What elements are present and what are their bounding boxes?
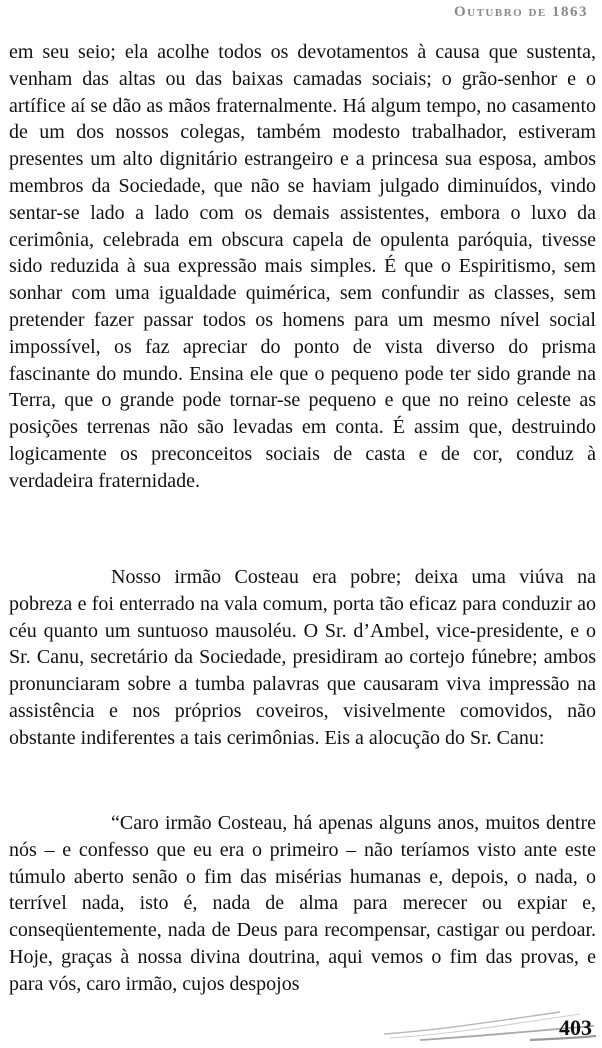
page-number: 403 [559,1015,592,1040]
paragraph-text: “Caro irmão Costeau, há apenas alguns anos, muitos dentre nós – e confesso que eu era o primeiro – não teríamos visto ante este túmulo aberto senão o fim das misérias humanas e, depois, o nada, o terrível nada, isto é, nada de alma para merecer ou expiar e, conseqüentemente, nada de Deus para recompensar, castigar ou perdoar. Hoje, graças à nossa divina doutrina, aqui vemos o fim das provas, e para vós, caro irmão, cujos despojos [9,812,596,995]
paragraph-text: em seu seio; ela acolhe todos os devotamentos à causa que sustenta, venham das altas ou das baixas camadas sociais; o grão-senhor e o artífice aí se dão as mãos fraternalmente. Há algum tempo, no casamento de um dos nossos colegas, também modesto trabalhador, estiveram presentes um alto dignitário estrangeiro e a princesa sua esposa, ambos membros da Sociedade, que não se haviam julgado diminuídos, vindo sentar-se lado a lado com os demais assistentes, embora o luxo da cerimônia, celebrada em obscura capela de opulenta paróquia, tivesse sido reduzida à sua expressão mais simples. É que o Espiritismo, sem sonhar com uma igualdade quimérica, sem confundir as classes, sem pretender fazer passar todos os homens para um mesmo nível social impossível, os faz apreciar do ponto de vista diverso do prisma fascinante do mundo. Ensina ele que o pequeno pode ter sido grande na Terra, que o grande pode tornar-se pequeno e que no reino celeste as posições terrenas não são levadas em conta. É assim que, destruindo logicamente os preconceitos sociais de casta e de cor, conduz à verdadeira fraternidade. [9,41,596,492]
page-footer [380,1000,600,1044]
running-header: Outubro de 1863 [453,4,588,20]
body-paragraph-2 [9,564,596,752]
body-paragraph-1 [9,39,596,495]
paragraph-text: Nosso irmão Costeau era pobre; deixa uma viúva na pobreza e foi enterrado na vala comum, porta tão eficaz para conduzir ao céu quanto um suntuoso mausoléu. O Sr. d’Ambel, vice-presidente, e o Sr. Canu, secretário da Sociedade, presidiram ao cortejo fúnebre; ambos pronunciaram sobre a tumba palavras que causaram viva impressão na assistência e nos próprios coveiros, visivelmente comovidos, não obstante indiferentes a tais cerimônias. Eis a alocução do Sr. Canu: [9,566,596,749]
body-paragraph-3 [9,810,596,998]
